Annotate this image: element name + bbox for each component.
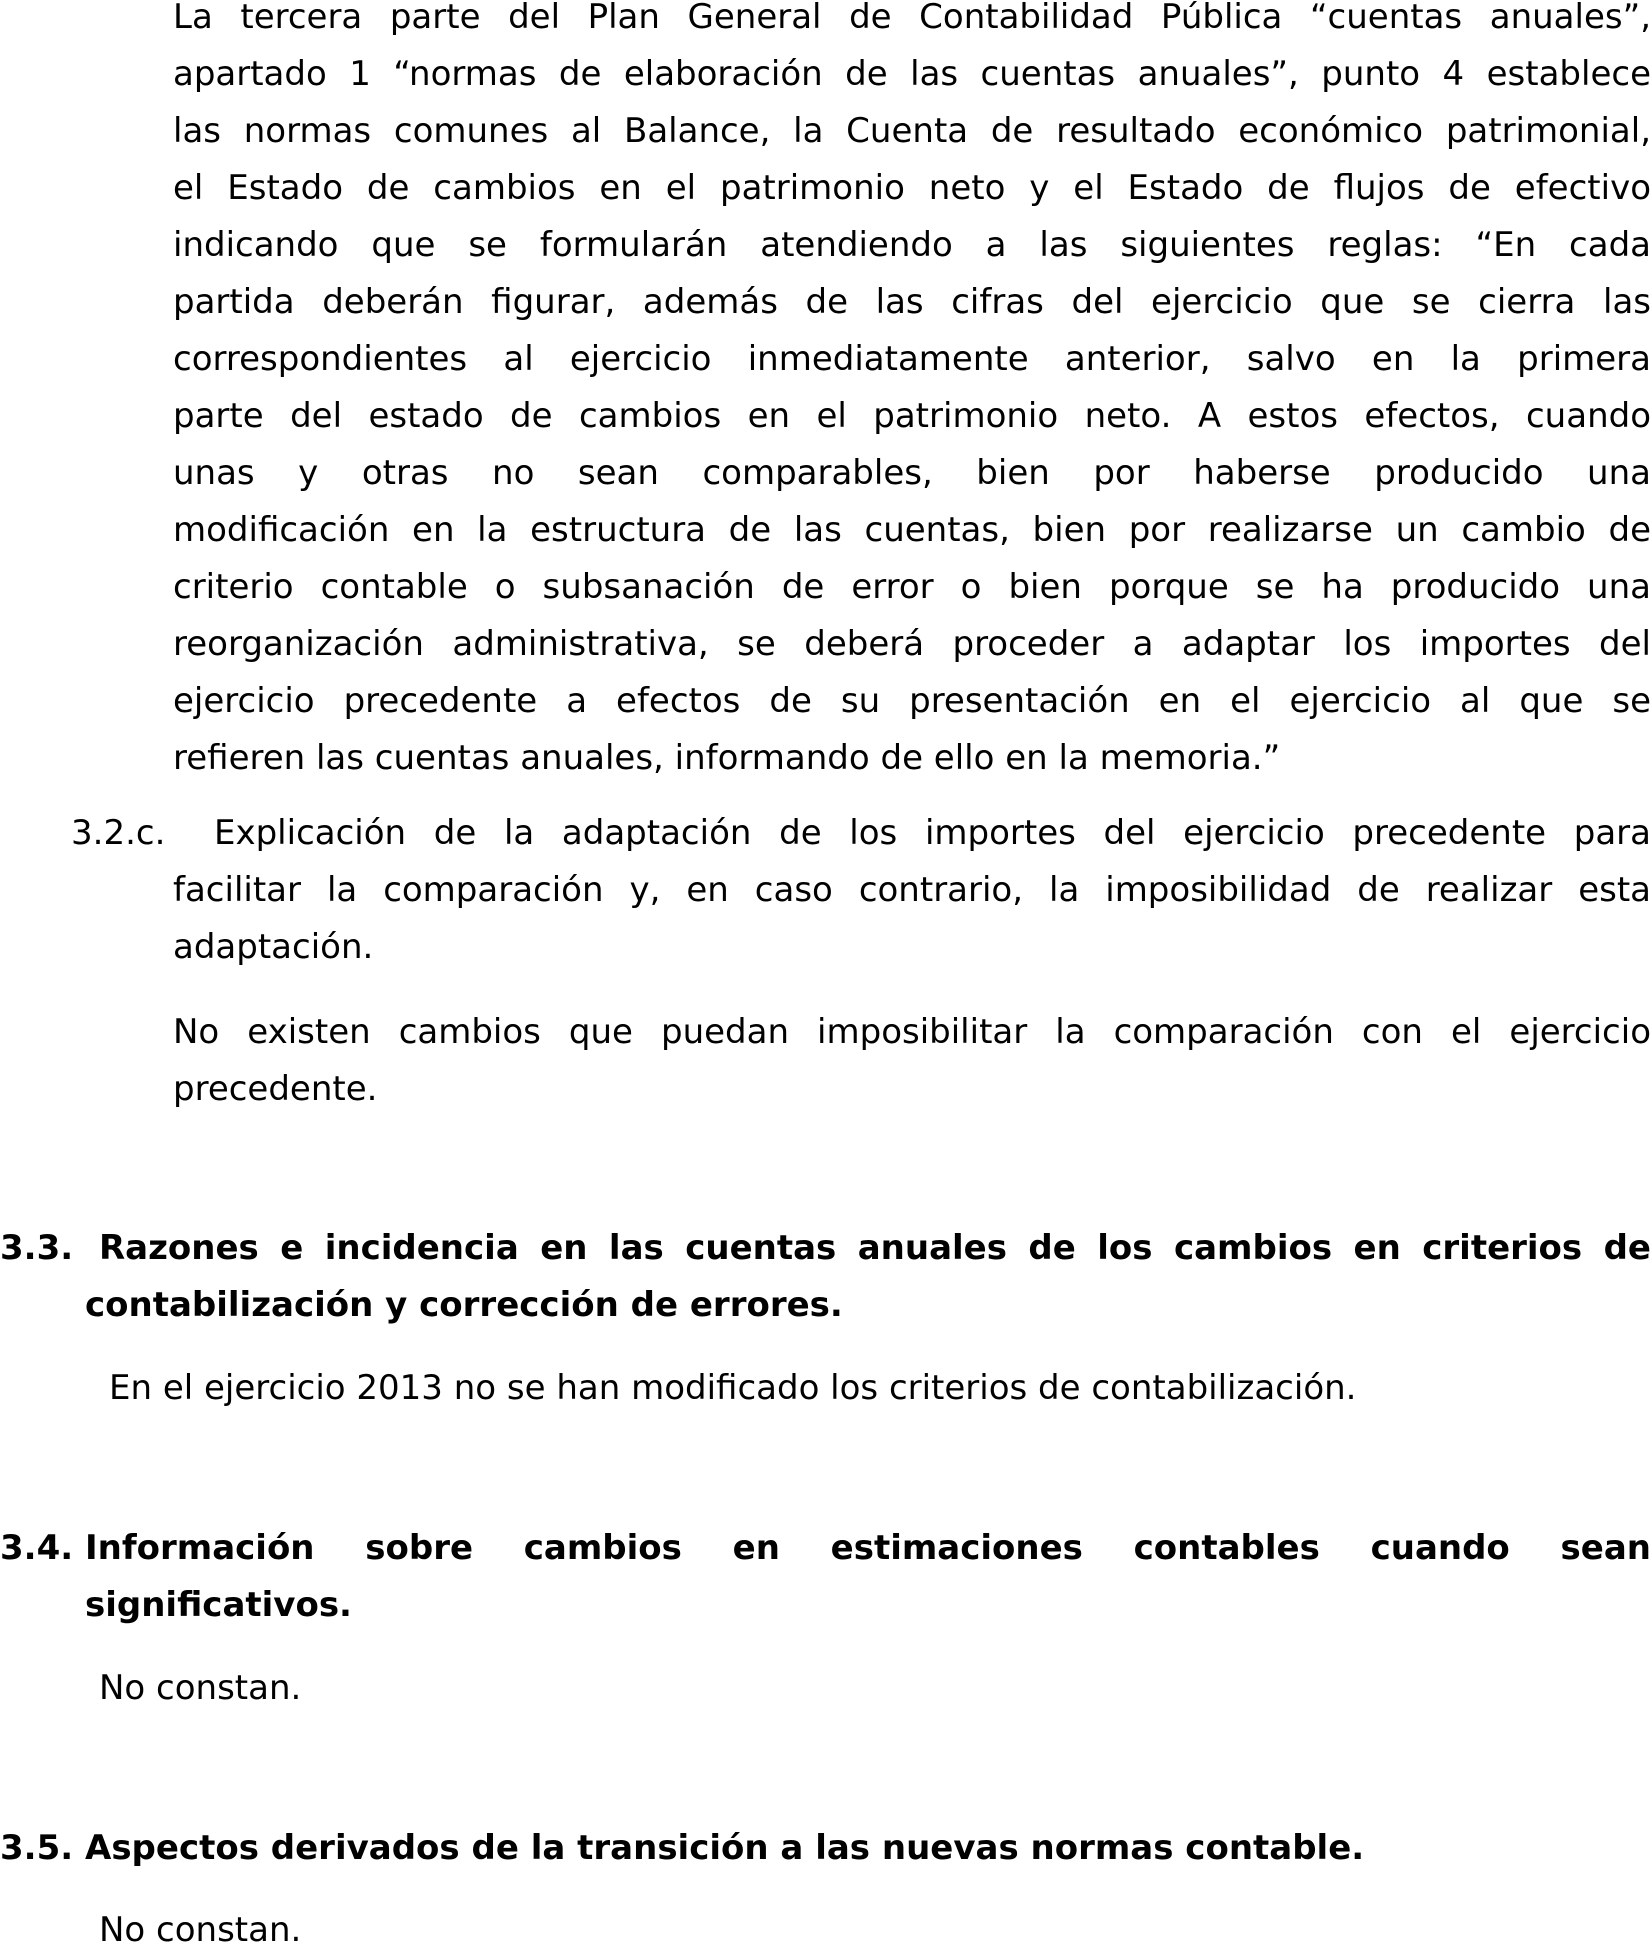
- section-3-2-c-heading-continuation: [173, 862, 1651, 976]
- section-title-line: adaptación.: [173, 927, 374, 967]
- body-line: precedente.: [173, 1069, 378, 1109]
- intro-line: las normas comunes al Balance, la Cuenta de resultado económico patrimonial,: [173, 111, 1651, 151]
- section-3-4-body: No constan.: [99, 1668, 302, 1708]
- section-title: Aspectos derivados de la transición a las nuevas normas contable.: [85, 1828, 1365, 1868]
- section-3-2-c-heading: [71, 805, 1651, 862]
- intro-line: refieren las cuentas anuales, informando de ello en la memoria.”: [173, 738, 1281, 778]
- intro-line: apartado 1 “normas de elaboración de las cuentas anuales”, punto 4 establece: [173, 54, 1651, 94]
- section-3-3-heading: [0, 1220, 1651, 1277]
- section-number: 3.3.: [0, 1228, 74, 1268]
- intro-line: el Estado de cambios en el patrimonio neto y el Estado de flujos de efectivo: [173, 168, 1651, 208]
- section-title-line: Razones e incidencia en las cuentas anuales de los cambios en criterios de: [99, 1228, 1651, 1268]
- intro-line: indicando que se formularán atendiendo a las siguientes reglas: “En cada: [173, 225, 1651, 265]
- section-3-4-heading: [0, 1520, 1651, 1577]
- section-3-5-heading: [0, 1820, 1651, 1877]
- section-title-line: facilitar la comparación y, en caso contrario, la imposibilidad de realizar esta: [173, 870, 1651, 910]
- section-title-line: Explicación de la adaptación de los importes del ejercicio precedente para: [214, 813, 1651, 853]
- section-3-5-body: No constan.: [99, 1910, 302, 1950]
- section-number: 3.4.: [0, 1528, 74, 1568]
- section-number: 3.2.c.: [71, 813, 166, 853]
- intro-line: criterio contable o subsanación de error o bien porque se ha producido una: [173, 567, 1651, 607]
- section-3-4-heading-continuation: significativos.: [85, 1585, 352, 1625]
- section-3-2-c-body: [173, 1004, 1651, 1118]
- intro-line: parte del estado de cambios en el patrimonio neto. A estos efectos, cuando: [173, 396, 1651, 436]
- intro-line: unas y otras no sean comparables, bien por haberse producido una: [173, 453, 1651, 493]
- section-title-line: Información sobre cambios en estimaciones contables cuando sean: [85, 1528, 1651, 1568]
- section-3-3-body: En el ejercicio 2013 no se han modificado los criterios de contabilización.: [109, 1368, 1357, 1408]
- intro-line: modificación en la estructura de las cuentas, bien por realizarse un cambio de: [173, 510, 1651, 550]
- intro-paragraph: [173, 0, 1651, 787]
- intro-line: correspondientes al ejercicio inmediatamente anterior, salvo en la primera: [173, 339, 1651, 379]
- intro-line: partida deberán figurar, además de las cifras del ejercicio que se cierra las: [173, 282, 1651, 322]
- section-3-3-heading-continuation: contabilización y corrección de errores.: [85, 1285, 843, 1325]
- intro-line: reorganización administrativa, se deberá proceder a adaptar los importes del: [173, 624, 1651, 664]
- section-number: 3.5.: [0, 1828, 74, 1868]
- intro-line: La tercera parte del Plan General de Contabilidad Pública “cuentas anuales”,: [173, 0, 1651, 37]
- intro-line: ejercicio precedente a efectos de su presentación en el ejercicio al que se: [173, 681, 1651, 721]
- body-line: No existen cambios que puedan imposibilitar la comparación con el ejercicio: [173, 1012, 1651, 1052]
